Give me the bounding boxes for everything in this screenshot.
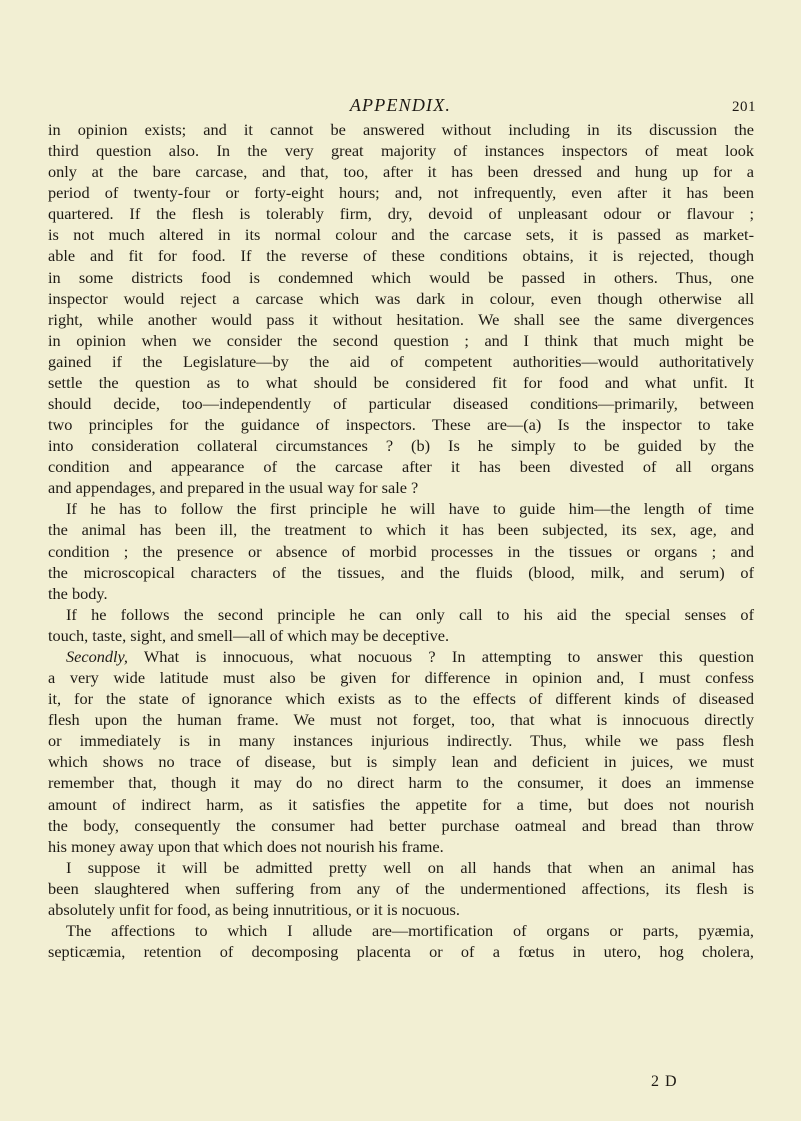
page-number: 201 xyxy=(732,99,756,115)
italic-lead-word: Secondly, xyxy=(66,646,128,666)
text-line: in opinion exists; and it cannot be answered without including in its discussion the xyxy=(48,120,754,139)
text-line: flesh upon the human frame. We must not forget, too, that what is innocuous directly xyxy=(48,710,754,730)
paragraph-start: If he follows the second principle he can only call to his aid the special senses of xyxy=(66,604,754,624)
text-line: only at the bare carcase, and that, too, after it has been dressed and hung up for a xyxy=(48,162,754,182)
paragraph-start: I suppose it will be admitted pretty well on all hands that when an animal has xyxy=(66,857,754,877)
paragraph-start: Secondly, What is innocuous, what nocuous ? In attempting to answer this question xyxy=(66,646,754,666)
text-line: in opinion when we consider the second question ; and I think that much might be xyxy=(48,330,754,350)
running-title: APPENDIX. xyxy=(349,95,452,115)
body-text xyxy=(48,119,754,962)
text-line: a very wide latitude must also be given for difference in opinion and, I must confess xyxy=(48,668,754,688)
text-line: touch, taste, sight, and smell—all of which may be deceptive. xyxy=(48,625,450,645)
text-line: able and fit for food. If the reverse of these conditions obtains, it is rejected, though xyxy=(48,246,754,266)
paragraph-start: The affections to which I allude are—mortification of organs or parts, pyæmia, xyxy=(66,920,754,940)
text-line: period of twenty-four or forty-eight hours; and, not infrequently, even after it has been xyxy=(48,183,754,203)
text-line: condition and appearance of the carcase after it has been divested of all organs xyxy=(48,457,754,477)
text-line: septicæmia, retention of decomposing placenta or of a fœtus in utero, hog cholera, xyxy=(48,942,754,962)
signature-mark: 2 D xyxy=(651,1073,678,1090)
text-line: in some districts food is condemned which would be passed in others. Thus, one xyxy=(48,267,754,287)
text-line: and appendages, and prepared in the usual way for sale ? xyxy=(48,478,419,498)
text-line: amount of indirect harm, as it satisfies the appetite for a time, but does not nourish xyxy=(48,794,754,814)
text-line: the animal has been ill, the treatment to which it has been subjected, its sex, age, and xyxy=(48,520,754,540)
text-line: two principles for the guidance of inspectors. These are—(a) Is the inspector to take xyxy=(48,415,754,435)
paragraph-start: If he has to follow the first principle he will have to guide him—the length of time xyxy=(66,499,754,519)
text-line: is not much altered in its normal colour and the carcase sets, it is passed as market- xyxy=(48,225,754,245)
text-line: third question also. In the very great majority of instances inspectors of meat look xyxy=(48,141,754,161)
text-line: inspector would reject a carcase which was dark in colour, even though otherwise all xyxy=(48,288,754,308)
text-line: settle the question as to what should be considered fit for food and what unfit. It xyxy=(48,372,754,392)
text-line: which shows no trace of disease, but is simply lean and deficient in juices, we must xyxy=(48,752,754,772)
text-line: been slaughtered when suffering from any of the undermentioned affections, its flesh is xyxy=(48,878,754,898)
text-line: into consideration collateral circumstances ? (b) Is he simply to be guided by the xyxy=(48,436,754,456)
text-line: should decide, too—independently of particular diseased conditions—primarily, between xyxy=(48,394,754,414)
text-line: right, while another would pass it without hesitation. We shall see the same divergences xyxy=(48,309,754,329)
text-line: or immediately is in many instances injurious indirectly. Thus, while we pass flesh xyxy=(48,731,754,751)
text-line: the body. xyxy=(48,583,108,603)
text-line: condition ; the presence or absence of morbid processes in the tissues or organs ; and xyxy=(48,541,754,561)
text-line: quartered. If the flesh is tolerably firm, dry, devoid of unpleasant odour or flavour ; xyxy=(48,204,754,224)
text-line: absolutely unfit for food, as being innutritious, or it is nocuous. xyxy=(48,899,460,919)
text-line: gained if the Legislature—by the aid of competent authorities—would authoritatively xyxy=(48,351,754,371)
text-line: the body, consequently the consumer had better purchase oatmeal and bread than throw xyxy=(48,815,754,835)
text-line: his money away upon that which does not nourish his frame. xyxy=(48,836,444,856)
text-line: it, for the state of ignorance which exists as to the effects of different kinds of diseased xyxy=(48,689,754,709)
running-head xyxy=(0,93,801,117)
text-line: remember that, though it may do no direct harm to the consumer, it does an immense xyxy=(48,773,754,793)
text-line: the microscopical characters of the tissues, and the fluids (blood, milk, and serum) of xyxy=(48,562,754,582)
